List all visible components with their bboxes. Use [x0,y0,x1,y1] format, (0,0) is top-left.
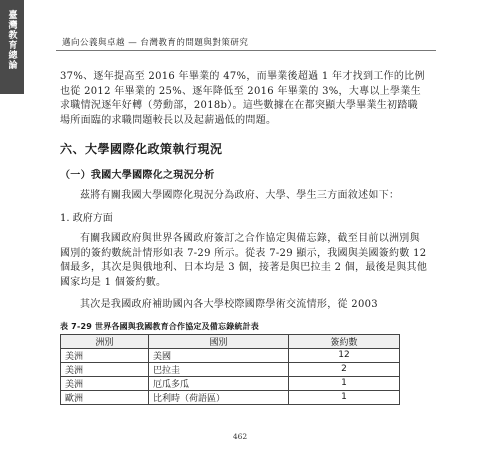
subsection-heading: （一）我國大學國際化之現況分析 [60,170,215,182]
intro-paragraph: 37%、逐年提高至 2016 年畢業的 47%，而畢業後超過 1 年才找到工作的比例也從 2012 年畢業的 25%、逐年降低至 2016 年畢業的 3%，大專以上學業生求職情況逐年好轉（勞動部，2018b）。這些數據在在都突顯大學畢業生初踏職場所面臨的求職問題較長以及起薪過低的問題。 [60,71,425,126]
table-cell: 巴拉圭 [149,362,289,376]
table-cell: 厄瓜多瓜 [149,376,289,390]
table-cell: 美洲 [61,362,149,376]
item-heading: 1. 政府方面 [60,212,113,224]
table-cell: 美國 [149,348,289,362]
table-row [61,348,400,362]
table-cell: 2 [289,362,400,376]
header-divider [56,50,436,51]
table-cell: 1 [289,390,400,404]
lead-paragraph: 茲將有關我國大學國際化現況分為政府、大學、學生三方面敘述如下： [80,190,400,202]
page-body [60,70,428,405]
agreement-table [60,334,400,405]
table-cell: 比利時（荷語區） [149,390,289,404]
table-cell: 1 [289,376,400,390]
column-header: 簽約數 [289,334,400,348]
table-cell: 歐洲 [61,390,149,404]
table-row [61,390,400,404]
side-chapter-tab [0,0,24,94]
table-row [61,362,400,376]
page-number: 462 [232,432,248,441]
table-cell: 美洲 [61,376,149,390]
government-paragraph: 有關我國政府與世界各國政府簽訂之合作協定與備忘錄，截至目前以洲別與國別的簽約數統計情形如表 7-29 所示。從表 7-29 顯示，我國與美國簽約數 12 個最多，其次是與俄地利、日本均是 3 個，接著是與巴拉圭 2 個，最後是與其他國家均是 1 個簽約數。 [60,232,428,288]
side-tab-label: 臺灣教育總論 [6,10,17,70]
table-cell: 12 [289,348,400,362]
running-header: 邁向公義與卓越 — 台灣教育的問題與對策研究 [62,38,249,48]
column-header: 洲別 [61,334,149,348]
table-row [61,376,400,390]
section-heading: 六、大學國際化政策執行現況 [60,142,223,157]
column-header: 國別 [149,334,289,348]
table-cell: 美洲 [61,348,149,362]
next-paragraph: 其次是我國政府補助國內各大學校際國際學術交流情形，從 2003 [80,299,378,311]
table-header-row [61,334,400,348]
table-caption: 表 7-29 世界各國與我國教育合作協定及備忘錄統計表 [60,321,259,331]
